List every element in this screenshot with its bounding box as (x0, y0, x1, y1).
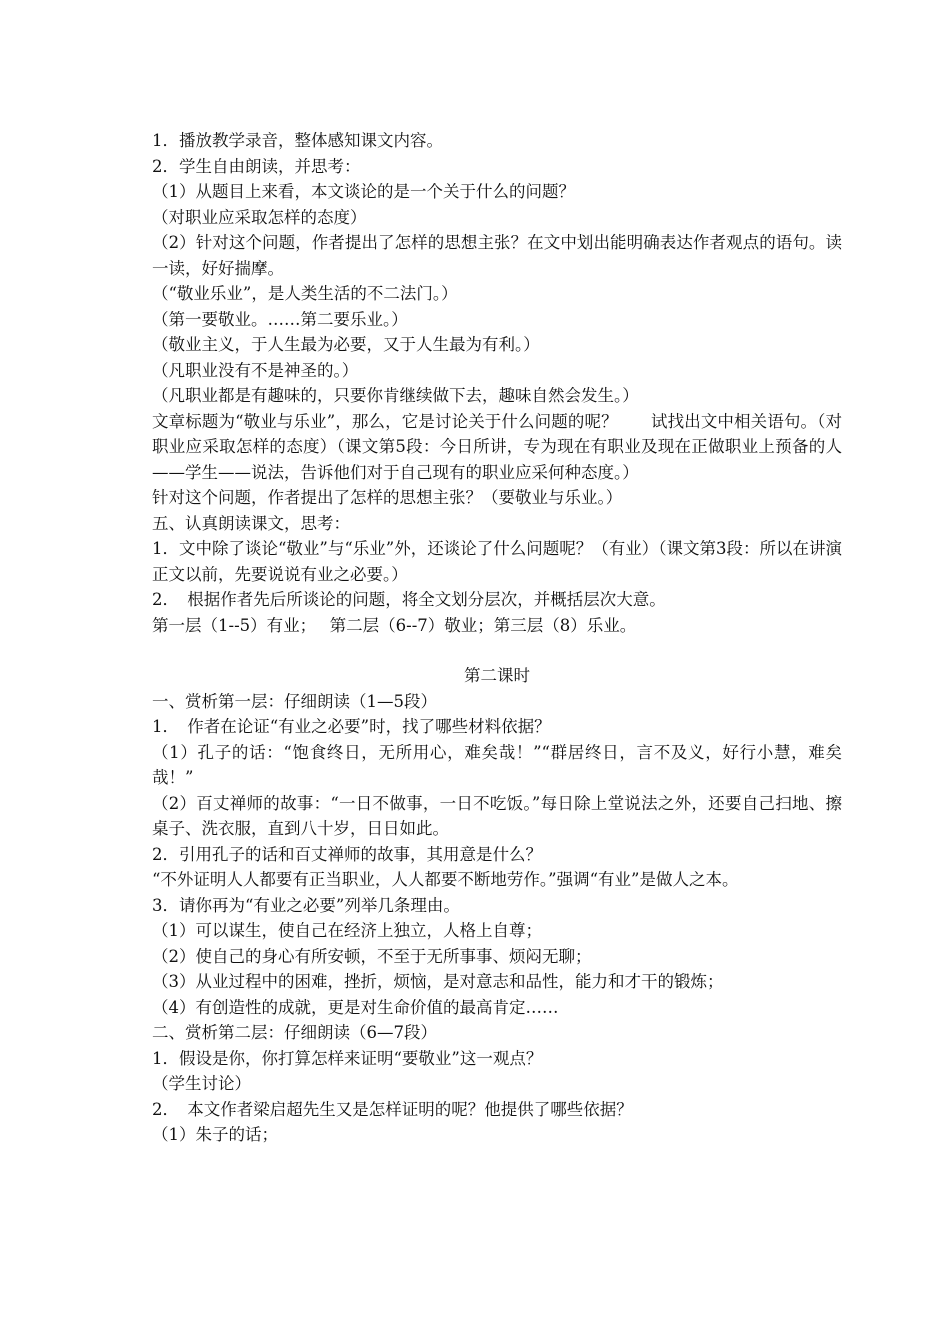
paragraph: （3）从业过程中的困难，挫折，烦恼，是对意志和品性，能力和才干的锻炼； (152, 972, 724, 991)
paragraph: （2）使自己的身心有所安顿，不至于无所事事、烦闷无聊； (152, 946, 592, 966)
paragraph: （凡职业都是有趣味的，只要你肯继续做下去，趣味自然会发生。） (152, 386, 639, 405)
paragraph: 1． 作者在论证“有业之必要”时，找了哪些材料依据？ (152, 717, 551, 736)
paragraph: （1）可以谋生，使自己在经济上独立，人格上自尊； (152, 921, 542, 940)
paragraph: 3．请你再为“有业之必要”列举几条理由。 (152, 895, 460, 915)
paragraph: “不外证明人人都要有正当职业，人人都要不断地劳作。”强调“有业”是做人之本。 (152, 870, 739, 889)
paragraph: 2．学生自由朗读，并思考： (152, 156, 361, 176)
document-page (152, 128, 842, 1148)
paragraph: 1．播放教学录音，整体感知课文内容。 (152, 131, 443, 150)
paragraph: （凡职业没有不是神圣的。） (152, 360, 359, 380)
paragraph: 五、认真朗读课文，思考： (152, 513, 350, 533)
paragraph: （1）孔子的话：“饱食终日，无所用心，难矣哉！”“群居终日，言不及义，好行小慧，难矣哉！” (152, 742, 842, 787)
paragraph: （“敬业乐业”，是人类生活的不二法门。） (152, 284, 458, 303)
paragraph: 1．假设是你，你打算怎样来证明“要敬业”这一观点？ (152, 1048, 543, 1068)
section-title: 第二课时 (464, 666, 530, 685)
paragraph: （4）有创造性的成就，更是对生命价值的最高肯定…… (152, 997, 559, 1017)
paragraph: （学生讨论） (152, 1074, 251, 1093)
paragraph: 1．文中除了谈论“敬业”与“乐业”外，还谈论了什么问题呢？（有业）（课文第3段：所以在讲演正文以前，先要说说有业之必要。） (152, 539, 842, 584)
paragraph: 2． 本文作者梁启超先生又是怎样证明的呢？他提供了哪些依据？ (152, 1099, 633, 1119)
paragraph: 针对这个问题，作者提出了怎样的思想主张？（要敬业与乐业。） (152, 488, 623, 507)
paragraph: （对职业应采取怎样的态度） (152, 207, 367, 227)
paragraph: 一、赏析第一层：仔细朗读（1—5段） (152, 691, 437, 711)
paragraph: 第一层（1--5）有业； 第二层（6--7）敬业；第三层（8）乐业。 (152, 615, 637, 635)
paragraph: 2． 根据作者先后所谈论的问题，将全文划分层次，并概括层次大意。 (152, 590, 666, 609)
paragraph: （1）朱子的话； (152, 1125, 278, 1144)
paragraph: 文章标题为“敬业与乐业”，那么，它是讨论关于什么问题的呢？ 试找出文中相关语句。（对职业应采取怎样的态度）（课文第5段：今日所讲，专为现在有职业及现在正做职业上预备的人——学生——说法，告诉他们对于自己现有的职业应采何种态度。） (152, 411, 842, 482)
paragraph: 二、赏析第二层：仔细朗读（6—7段） (152, 1023, 437, 1042)
paragraph: （敬业主义，于人生最为必要，又于人生最为有利。） (152, 335, 540, 354)
paragraph: 2．引用孔子的话和百丈禅师的故事，其用意是什么？ (152, 844, 542, 864)
paragraph: （2）针对这个问题，作者提出了怎样的思想主张？在文中划出能明确表达作者观点的语句。读一读，好好揣摩。 (152, 233, 842, 278)
paragraph: （第一要敬业。……第二要乐业。） (152, 309, 408, 329)
paragraph: （1）从题目上来看，本文谈论的是一个关于什么的问题？ (152, 182, 575, 201)
paragraph: （2）百丈禅师的故事：“一日不做事，一日不吃饭。”每日除上堂说法之外，还要自己扫地、擦桌子、洗衣服，直到八十岁，日日如此。 (152, 793, 842, 838)
